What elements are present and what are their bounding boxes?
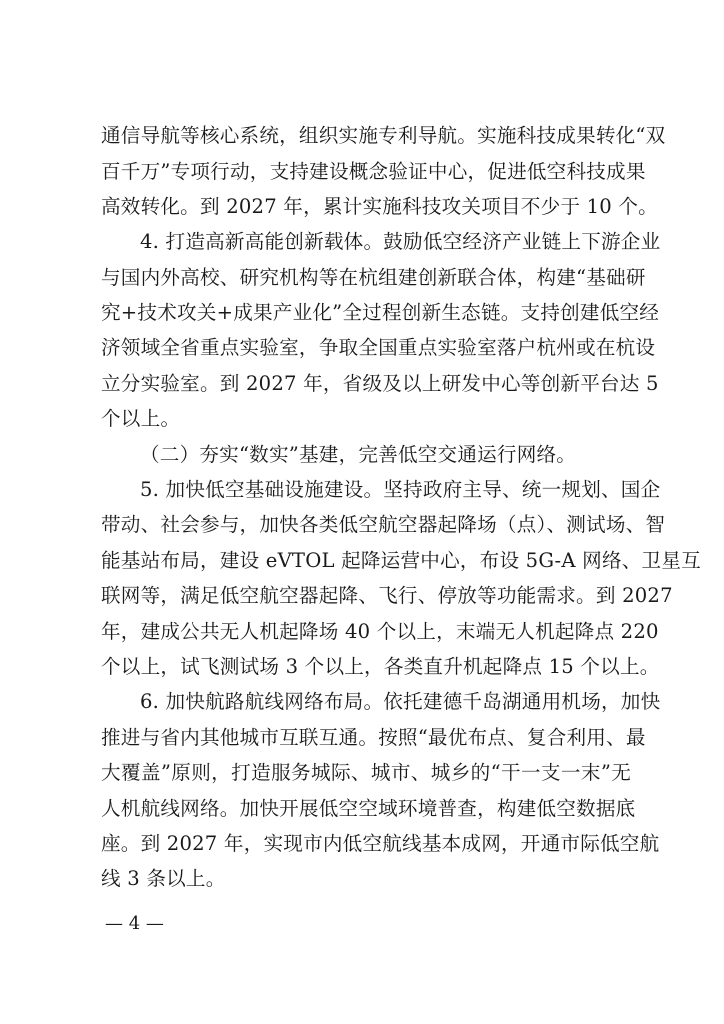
- text-line: 高效转化。到 2027 年，累计实施科技攻关项目不少于 10 个。: [101, 195, 658, 218]
- text-line: 个以上。: [101, 407, 181, 430]
- text-line: 个以上，试飞测试场 3 个以上，各类直升机起降点 15 个以上。: [101, 655, 660, 678]
- text-line: 年，建成公共无人机起降场 40 个以上，末端无人机起降点 220: [101, 620, 659, 643]
- text-line: 推进与省内其他城市互联互通。按照“最优布点、复合利用、最: [101, 726, 646, 749]
- text-line: 能基站布局，建设 eVTOL 起降运营中心，布设 5G-A 网络、卫星互: [101, 549, 701, 572]
- text-line: 与国内外高校、研究机构等在杭组建创新联合体，构建“基础研: [101, 266, 646, 289]
- text-line: 联网等，满足低空航空器起降、飞行、停放等功能需求。到 2027: [101, 584, 673, 607]
- paragraph-5-heading-line: 5. 加快低空基础设施建设。坚持政府主导、统一规划、国企: [140, 478, 661, 501]
- text-line: 百千万”专项行动，支持建设概念验证中心，促进低空科技成果: [101, 160, 646, 183]
- paragraph-6-heading-line: 6. 加快航路航线网络布局。依托建德千岛湖通用机场，加快: [140, 690, 661, 713]
- page-number: — 4 —: [105, 913, 164, 934]
- text-line: 带动、社会参与，加快各类低空航空器起降场（点）、测试场、智: [101, 513, 666, 536]
- text-line: 通信导航等核心系统，组织实施专利导航。实施科技成果转化“双: [101, 124, 666, 147]
- section-heading: （二）夯实“数实”基建，完善低空交通运行网络。: [140, 443, 577, 466]
- text-line: 济领域全省重点实验室，争取全国重点实验室落户杭州或在杭设: [101, 336, 656, 359]
- text-line: 究+技术攻关+成果产业化”全过程创新生态链。支持创建低空经: [101, 301, 660, 324]
- text-line: 立分实验室。到 2027 年，省级及以上研发中心等创新平台达 5: [101, 372, 659, 395]
- text-line: 座。到 2027 年，实现市内低空航线基本成网，开通市际低空航: [101, 832, 660, 855]
- text-line: 大覆盖”原则，打造服务城际、城市、城乡的“干一支一末”无: [101, 761, 631, 784]
- paragraph-4-heading-line: 4. 打造高新高能创新载体。鼓励低空经济产业链上下游企业: [140, 230, 661, 253]
- text-line: 人机航线网络。加快开展低空空域环境普查，构建低空数据底: [101, 797, 636, 820]
- text-line: 线 3 条以上。: [101, 867, 226, 890]
